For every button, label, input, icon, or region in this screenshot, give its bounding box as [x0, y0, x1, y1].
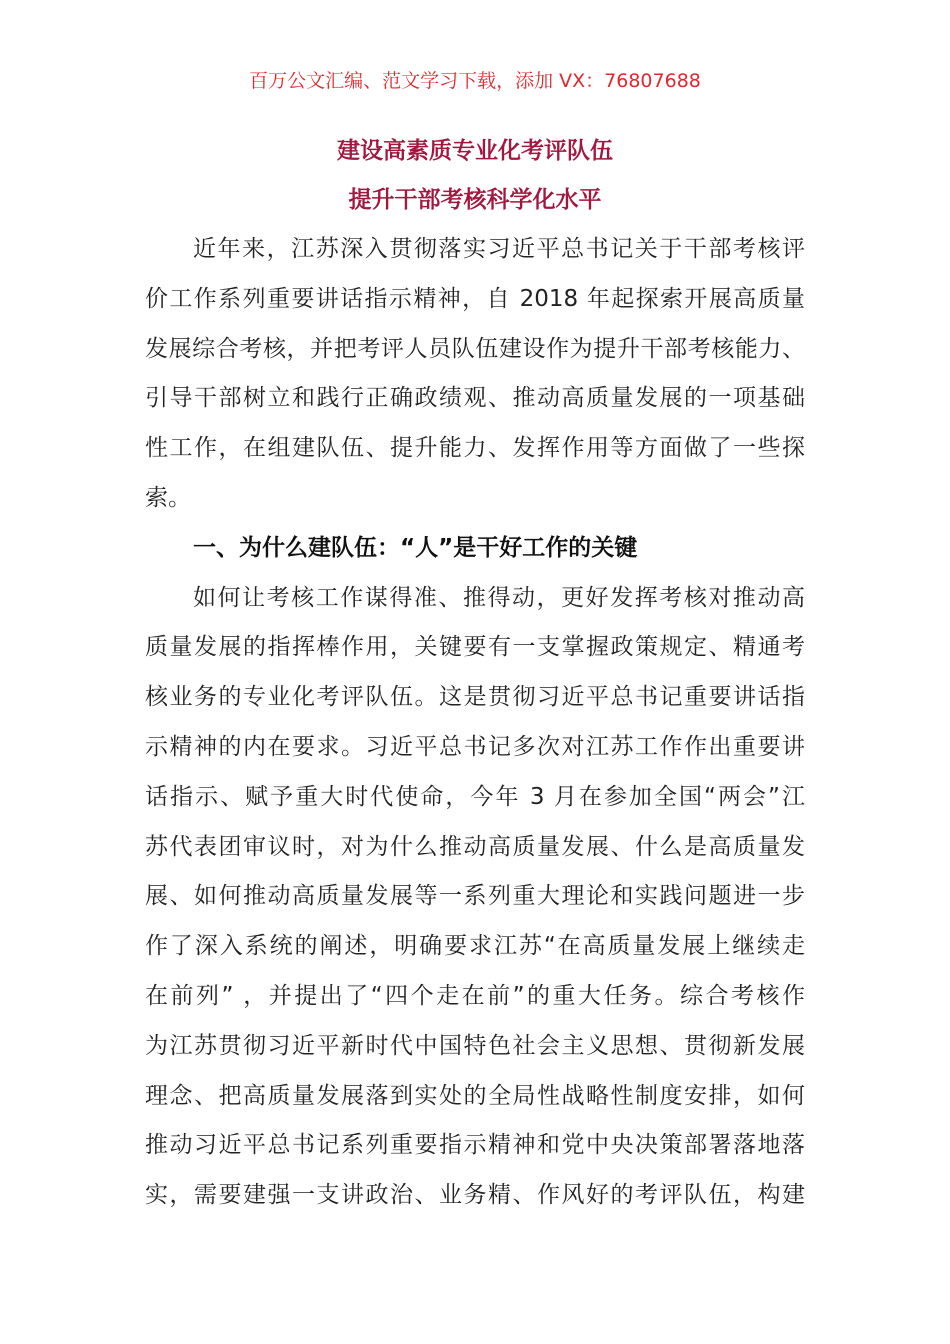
paragraph-line: 质量发展的指挥棒作用，关键要有一支掌握政策规定、精通考 [145, 634, 805, 661]
paragraph-line: 推动习近平总书记系列重要指示精神和党中央决策部署落地落 [145, 1132, 805, 1159]
paragraph-line: 近年来，江苏深入贯彻落实习近平总书记关于干部考核评 [193, 236, 805, 262]
paragraph-line: 核业务的专业化考评队伍。这是贯彻习近平总书记重要讲话指 [145, 684, 805, 711]
document-body [145, 225, 805, 1221]
section-heading: 一、为什么建队伍：“人”是干好工作的关键 [193, 534, 638, 561]
paragraph-line: 如何让考核工作谋得准、推得动，更好发挥考核对推动高 [193, 584, 805, 611]
paragraph-line: 在前列” ，并提出了“四个走在前”的重大任务。综合考核作 [145, 982, 805, 1009]
paragraph-line: 苏代表团审议时，对为什么推动高质量发展、什么是高质量发 [145, 833, 805, 860]
paragraph-line: 话指示、赋予重大时代使命，今年 3 月在参加全国“两会”江 [145, 783, 805, 810]
paragraph-line: 展、如何推动高质量发展等一系列重大理论和实践问题进一步 [145, 883, 805, 910]
document-title: 建设高素质专业化考评队伍 [337, 138, 613, 164]
paragraph-line: 性工作，在组建队伍、提升能力、发挥作用等方面做了一些探 [145, 435, 805, 462]
paragraph-line: 发展综合考核，并把考评人员队伍建设作为提升干部考核能力、 [145, 335, 805, 362]
paragraph-line: 实，需要建强一支讲政治、业务精、作风好的考评队伍，构建 [145, 1182, 805, 1209]
paragraph-line: 为江苏贯彻习近平新时代中国特色社会主义思想、贯彻新发展 [145, 1032, 805, 1059]
paragraph-line: 作了深入系统的阐述，明确要求江苏“在高质量发展上继续走 [145, 933, 805, 960]
paragraph-line: 引导干部树立和践行正确政绩观、推动高质量发展的一项基础 [145, 385, 805, 412]
paragraph-line: 索。 [145, 484, 191, 511]
paragraph-line: 理念、把高质量发展落到实处的全局性战略性制度安排，如何 [145, 1082, 805, 1109]
paragraph-line: 价工作系列重要讲话指示精神，自 2018 年起探索开展高质量 [145, 285, 805, 312]
document-subtitle: 提升干部考核科学化水平 [348, 187, 602, 213]
paragraph-line: 示精神的内在要求。习近平总书记多次对江苏工作作出重要讲 [145, 733, 805, 760]
watermark-banner: 百万公文汇编、范文学习下载，添加 VX：76807688 [249, 70, 701, 92]
